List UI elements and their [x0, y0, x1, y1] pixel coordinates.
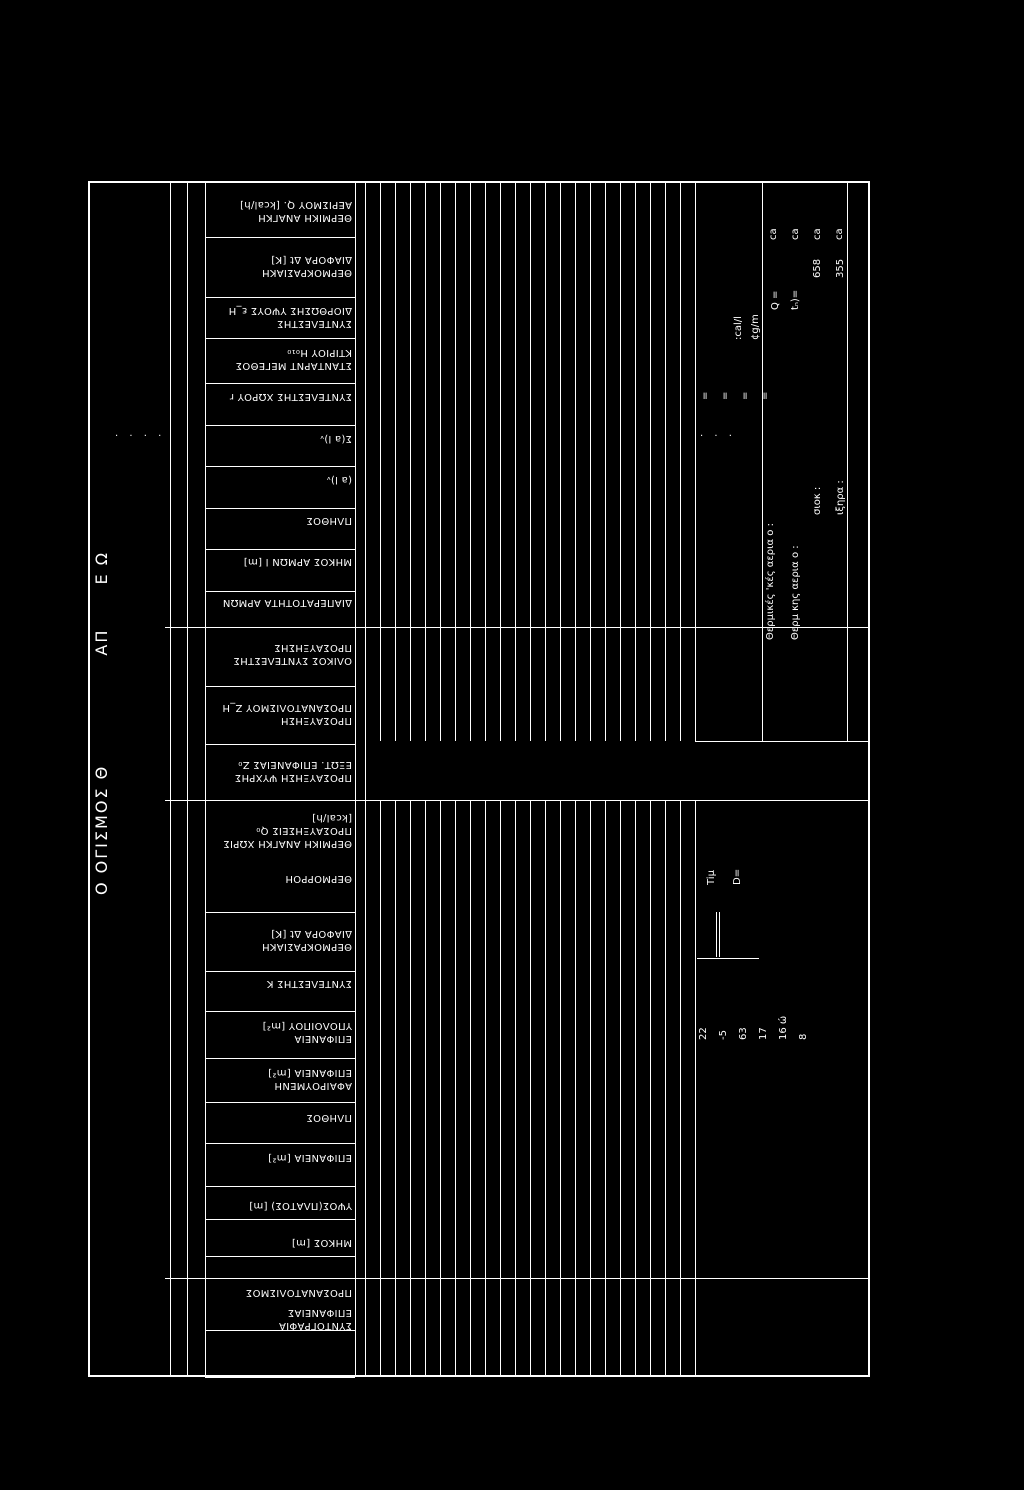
value-label: 17 [758, 1027, 769, 1040]
unit-label: Q = [770, 290, 781, 310]
col-line [380, 181, 381, 741]
column-header: ΠΡΟΣΑΥΞΗΣΗ ΨΥΧΡΗΣ ΕΞΩΤ. ΕΠΙΦΑΝΕΙΑΣ Z₀ [234, 759, 352, 783]
section-line [165, 1278, 355, 1279]
column-header: ΥΨΟΣ(ΠΛΑΤΟΣ) [m] [249, 1200, 352, 1211]
equals-sign: = [760, 391, 771, 400]
column-header: Σ(a l)ᵥ [319, 433, 352, 444]
row-line [205, 1102, 355, 1103]
row-line [205, 1219, 355, 1220]
col-line-lower [395, 800, 396, 1377]
row-line [205, 297, 355, 298]
column-header: ΠΡΟΣΑΝΑΤΟΛΙΣΜΟΣ [245, 1287, 352, 1298]
col-line-lower [620, 800, 621, 1377]
col-line [485, 181, 486, 741]
result-value: 355 [835, 258, 846, 278]
section-line [165, 627, 355, 628]
col-line [395, 181, 396, 741]
result-value: 658 [812, 258, 823, 278]
row-line [205, 383, 355, 384]
right-block-line [847, 181, 848, 741]
col-line-lower [455, 800, 456, 1377]
column-header: ΜΗΚΟΣ ΑΡΜΩΝ l [m] [243, 556, 352, 567]
col-line [440, 181, 441, 741]
column-header: ΕΠΙΦΑΝΕΙΑ ΥΠΟΛΟΙΠΟΥ [m²] [262, 1020, 352, 1044]
row-line [205, 466, 355, 467]
row-line [205, 338, 355, 339]
row-line [205, 425, 355, 426]
page-title: Ο ΟΓΙΣΜΟΣ Θ ΑΠ Ε Ω [92, 551, 111, 895]
summary-line: Θερμικές 'κές αερια ο : [765, 523, 776, 640]
value-label: 22 [698, 1027, 709, 1040]
summary-line: Θερμ κης αερια ο : [790, 545, 801, 640]
left-margin-line-2 [170, 181, 171, 1377]
col-line [355, 181, 356, 1377]
row-line [205, 1377, 355, 1378]
right-block-line-2 [762, 181, 763, 741]
equals-sign: = [700, 391, 711, 400]
col-line-lower [380, 800, 381, 1377]
value-label: 8 [798, 1033, 809, 1040]
column-header: ΕΠΙΦΑΝΕΙΑ [m²] [267, 1152, 352, 1163]
formula-label: D= [732, 868, 743, 885]
col-line [410, 181, 411, 741]
col-line-lower [485, 800, 486, 1377]
column-header: ΔΙΑΠΕΡΑΤΟΤΗΤΑ ΑΡΜΩΝ [222, 597, 352, 608]
col-line-lower [560, 800, 561, 1377]
col-line [650, 181, 651, 741]
col-line-lower [515, 800, 516, 1377]
column-header: ΘΕΡΜΙΚΗ ΑΝΑΓΚΗ ΑΕΡΙΣΜΟΥ Q. [kcal/h] [239, 199, 352, 223]
row-line [205, 1011, 355, 1012]
col-line-lower [665, 800, 666, 1377]
row-line [205, 591, 355, 592]
col-line-lower [575, 800, 576, 1377]
formula-label: Tiµ [706, 870, 717, 885]
column-header: ΘΕΡΜΟΚΡΑΣΙΑΚΗ ΔΙΑΦΟΡΑ Δt [K] [261, 928, 352, 952]
row-line [205, 1058, 355, 1059]
bracket-base [697, 958, 759, 959]
col-line [425, 181, 426, 741]
value-label: 16 ώ [778, 1015, 789, 1040]
column-header: ΟΛΙΚΟΣ ΣΥΝΤΕΛΕΣΤΗΣ ΠΡΟΣΑΥΞΗΣΗΣ [233, 642, 352, 666]
column-header: ΠΛΗΘΟΣ [306, 515, 352, 526]
column-header: ΜΗΚΟΣ [m] [291, 1237, 352, 1248]
column-header: ΠΛΗΘΟΣ [306, 1112, 352, 1123]
col-line [530, 181, 531, 741]
col-line-lower [590, 800, 591, 1377]
col-line [560, 181, 561, 741]
bracket-line [716, 912, 717, 957]
section-line [165, 800, 355, 801]
row-line [205, 971, 355, 972]
row-line [205, 744, 355, 745]
col-line [590, 181, 591, 741]
col-line-lower [425, 800, 426, 1377]
left-margin-line [187, 181, 188, 1377]
unit-label: ¢g/m [750, 314, 761, 340]
equals-sign: = [720, 391, 731, 400]
col-line [470, 181, 471, 741]
col-line [515, 181, 516, 741]
col-line [455, 181, 456, 741]
unit-label: tₙ)= [790, 289, 801, 310]
col-line-lower [500, 800, 501, 1377]
col-line [665, 181, 666, 741]
col-line [500, 181, 501, 741]
col-line [620, 181, 621, 741]
value-label: -5 [718, 1030, 729, 1040]
row-line [205, 237, 355, 238]
column-header: ΣΥΝΤΕΛΕΣΤΗΣ ΔΙΟΡΘΩΣΗΣ ΥΨΟΥΣ ε_H [228, 305, 352, 329]
unit-ca: ca [790, 228, 801, 240]
col-line [635, 181, 636, 741]
column-header: (a l)ᵥ [326, 474, 352, 485]
column-header: ΠΡΟΣΑΥΞΗΣΗ ΠΡΟΣΑΝΑΤΟΛΙΣΜΟΥ Z_H [222, 702, 352, 726]
col-line-lower [695, 800, 696, 1377]
equals-sign: = [740, 391, 751, 400]
col-line-lower [530, 800, 531, 1377]
unit-ca: ca [768, 228, 779, 240]
column-header: ΘΕΡΜΙΚΗ ΑΝΑΓΚΗ ΧΩΡΙΣ ΠΡΟΣΑΥΞΗΣΕΙΣ Q₀ [kcal/h] [223, 812, 352, 849]
unit-ca: ca [834, 228, 845, 240]
col-line [545, 181, 546, 741]
row-line [205, 508, 355, 509]
col-line [575, 181, 576, 741]
col-line-lower [440, 800, 441, 1377]
unit-label: :cal/l [733, 316, 744, 340]
row-line [205, 181, 355, 182]
col-line-lower [650, 800, 651, 1377]
col-line-lower [410, 800, 411, 1377]
column-header: ΑΦΑΙΡΟΥΜΕΝΗ ΕΠΙΦΑΝΕΙΑ [m²] [267, 1067, 352, 1091]
column-header: ΣΥΝΤΕΛΕΣΤΗΣ ΧΩΡΟΥ r [229, 391, 352, 402]
row-line [205, 1186, 355, 1187]
row-line [205, 912, 355, 913]
unit-ca: ca [812, 228, 823, 240]
col-line [695, 181, 696, 741]
summary-line: σιοκ : [812, 486, 823, 515]
row-line [205, 686, 355, 687]
column-header: ΘΕΡΜΟΚΡΑΣΙΑΚΗ ΔΙΑΦΟΡΑ Δt [K] [261, 254, 352, 278]
bracket-line-2 [719, 912, 720, 957]
col-line-lower [635, 800, 636, 1377]
column-header: ΣΤΑΝΤΑΡΝΤ ΜΕΓΕΘΟΣ ΚΤΙΡΙΟΥ H₀₁₀ [235, 347, 352, 371]
col-line-lower [365, 800, 366, 1377]
dots-right: . . . [700, 428, 736, 439]
row-line [205, 1143, 355, 1144]
col-line-lower [680, 800, 681, 1377]
col-line-lower [470, 800, 471, 1377]
column-header: ΣΥΝΤΟΓΡΑΦΙΑ ΕΠΙΦΑΝΕΙΑΣ [278, 1307, 352, 1331]
col-line-lower [605, 800, 606, 1377]
column-header: ΣΥΝΤΕΛΕΣΤΗΣ Κ [266, 978, 352, 989]
value-label: 63 [738, 1027, 749, 1040]
col-line [605, 181, 606, 741]
dots-left: . . . . [115, 428, 166, 439]
col-line-lower [545, 800, 546, 1377]
col-line [680, 181, 681, 741]
column-header: ΘΕΡΜΟΡΡΟΗ [285, 873, 352, 884]
col-line [205, 181, 206, 1377]
summary-line: ιξηρα : [835, 480, 846, 515]
right-block-bottom [695, 741, 870, 742]
row-line [205, 1256, 355, 1257]
row-line [205, 549, 355, 550]
